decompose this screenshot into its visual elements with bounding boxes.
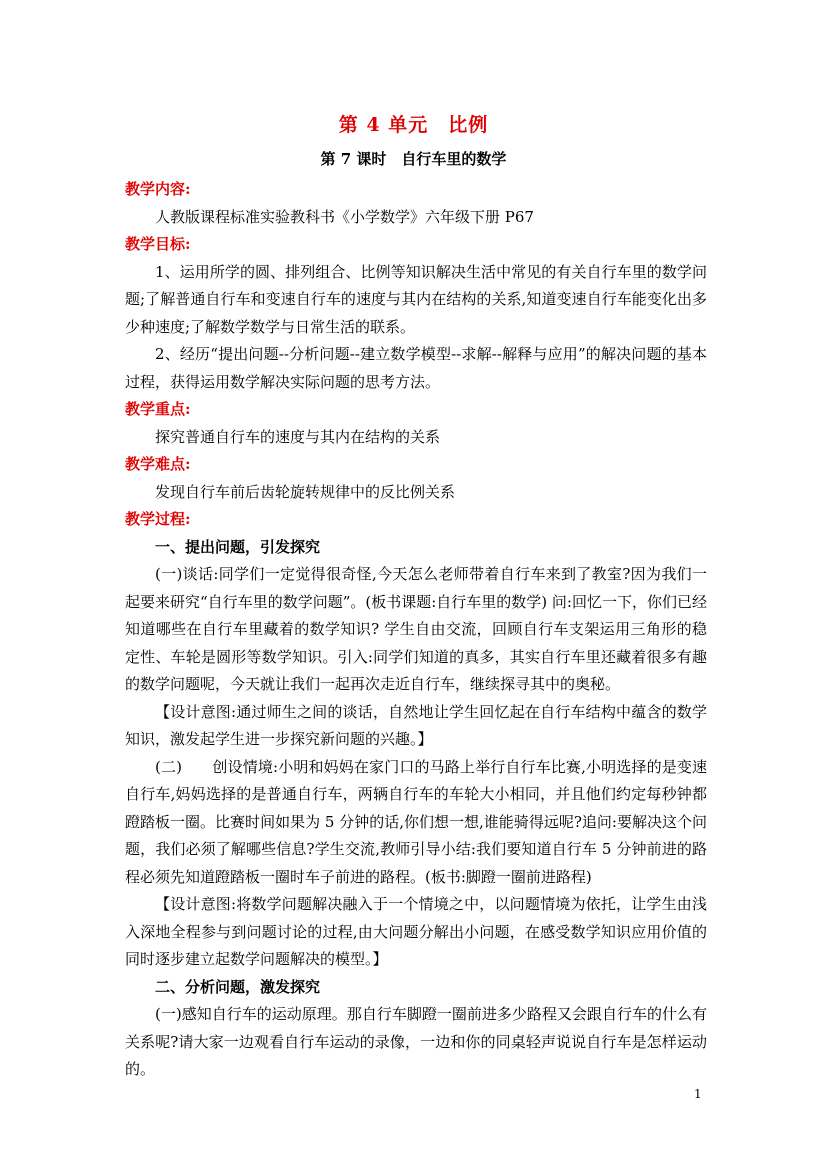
goals-heading: 教学目标: bbox=[125, 235, 191, 253]
goal-2: 2、经历“提出问题--分析问题--建立数学模型--求解--解释与应用”的解决问题的基本过程，获得运用数学解决实际问题的思考方法。 bbox=[125, 345, 707, 391]
step1-design-intent-1: 【设计意图:通过师生之间的谈话，自然地让学生回忆起在自行车结构中蕴含的数学知识，激发起学生进一步探究新问题的兴趣。】 bbox=[125, 702, 707, 748]
step1-design-intent-2: 【设计意图:将数学问题解决融入于一个情境之中，以问题情境为依托，让学生由浅入深地全程参与到问题讨论的过程,由大问题分解出小问题，在感受数学知识应用价值的同时逐步建立起数学问题解决的模型。】 bbox=[125, 895, 707, 968]
step1-paragraph-1: (一)谈话:同学们一定觉得很奇怪,今天怎么老师带着自行车来到了教室?因为我们一起要来研究“自行车里的数学问题”。(板书课题:自行车里的数学) 问:回忆一下，你们已经知道哪些在自行车里藏着的数学知识? 学生自由交流，回顾自行车支架运用三角形的稳定性、车轮是圆形等数学知识。引入:同学们知道的真多，其实自行车里还藏着很多有趣的数学问题呢，今天就让我们一起再次走近自行车，继续探寻其中的奥秘。 bbox=[125, 565, 707, 693]
key-text: 探究普通自行车的速度与其内在结构的关系 bbox=[155, 427, 441, 446]
key-heading: 教学重点: bbox=[125, 400, 191, 418]
step2-paragraph-1: (一)感知自行车的运动原理。那自行车脚蹬一圈前进多少路程又会跟自行车的什么有关系呢?请大家一边观看自行车运动的录像，一边和你的同桌轻声说说自行车是怎样运动的。 bbox=[125, 1005, 707, 1078]
page-number: 1 bbox=[694, 1087, 702, 1101]
difficulty-heading: 教学难点: bbox=[125, 455, 191, 473]
step1-paragraph-2: (二) 创设情境:小明和妈妈在家门口的马路上举行自行车比赛,小明选择的是变速自行车,妈妈选择的是普通自行车，两辆自行车的车轮大小相同，并且他们约定每秒钟都蹬踏板一圈。比赛时间如果为 5 分钟的话,你们想一想,谁能骑得远呢?追问:要解决这个问题，我们必须了解哪些信息?学生交流,教师引导小结:我们要知道自行车 5 分钟前进的路程必须先知道蹬踏板一圈时车子前进的路程。(板书:脚蹬一圈前进路程) bbox=[125, 757, 707, 886]
content-text: 人教版课程标准实验教科书《小学数学》六年级下册 P67 bbox=[155, 207, 534, 226]
step2-heading: 二、分析问题，激发探究 bbox=[155, 977, 321, 996]
goal-1: 1、运用所学的圆、排列组合、比例等知识解决生活中常见的有关自行车里的数学问题;了解普通自行车和变速自行车的速度与其内在结构的关系,知道变速自行车能变化出多少种速度;了解数学数学与日常生活的联系。 bbox=[125, 262, 707, 336]
page-title: 第 4 单元 比例 bbox=[338, 114, 489, 136]
content-heading: 教学内容: bbox=[125, 180, 191, 198]
document-body bbox=[125, 176, 707, 1084]
step1-heading: 一、提出问题，引发探究 bbox=[155, 537, 321, 556]
process-heading: 教学过程: bbox=[125, 510, 191, 528]
difficulty-text: 发现自行车前后齿轮旋转规律中的反比例关系 bbox=[155, 482, 456, 501]
lesson-subtitle: 第 7 课时 自行车里的数学 bbox=[320, 150, 507, 168]
